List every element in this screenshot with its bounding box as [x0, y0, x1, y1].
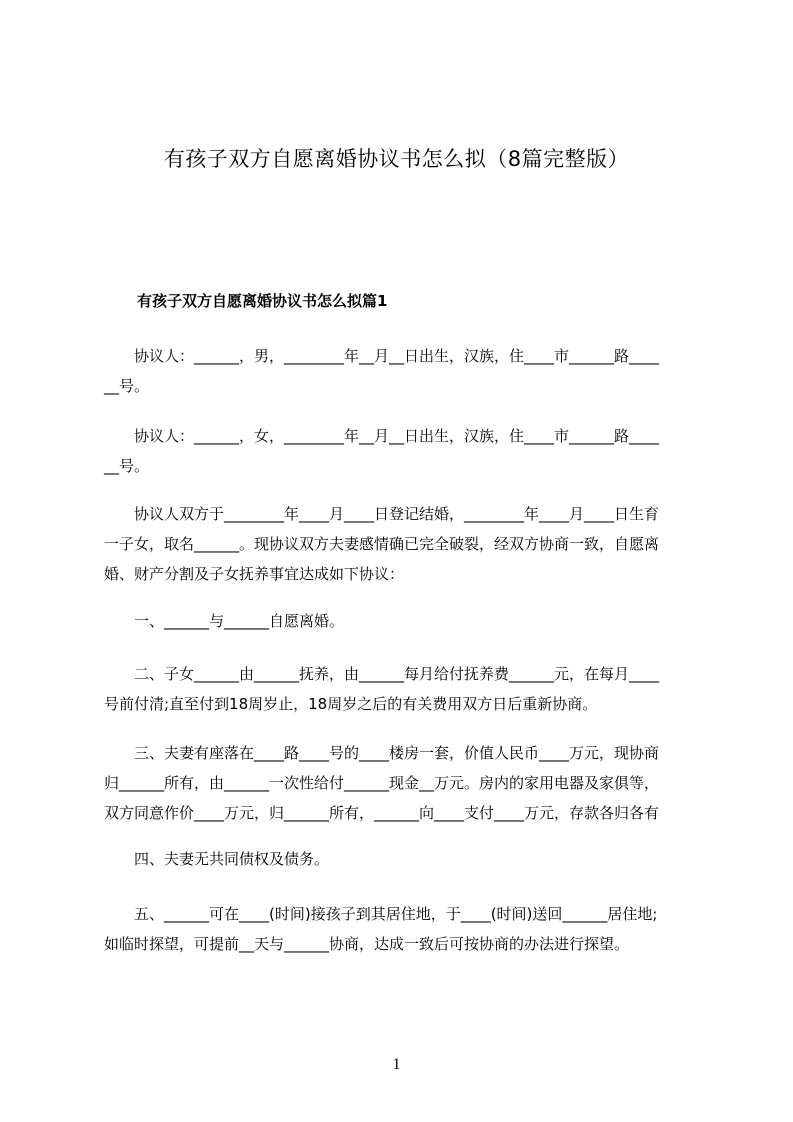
- document-title: 有孩子双方自愿离婚协议书怎么拟（8篇完整版）: [163, 147, 630, 171]
- paragraph-line: 协议人双方于________年____月____日登记结婚，________年____月____日生育: [104, 505, 660, 523]
- paragraph-clause-1: [104, 606, 704, 636]
- paragraph-clause-5: [104, 899, 704, 959]
- paragraph-line: 二、子女______由______抚养，由______每月给付抚养费______元，在每月____: [104, 665, 660, 683]
- paragraph-line: __号。: [104, 457, 150, 475]
- paragraph-line: __号。: [104, 377, 150, 395]
- paragraph-clause-3: [104, 738, 704, 828]
- paragraph-party-male: [104, 341, 704, 401]
- paragraph-line: 婚、财产分割及子女抚养事宜达成如下协议：: [104, 565, 405, 583]
- paragraph-party-female: [104, 421, 704, 481]
- paragraph-line: 双方同意作价____万元，归______所有，______向____支付____万元，存款各归各有: [104, 804, 660, 822]
- paragraph-line: 一子女，取名______。现协议双方夫妻感情确已完全破裂，经双方协商一致，自愿离: [104, 535, 660, 553]
- paragraph-line: 协议人：______，女，________年__月__日出生，汉族，住____市______路____: [104, 427, 660, 445]
- paragraph-line: 五、______可在____(时间)接孩子到其居住地，于____(时间)送回______居住地;: [104, 905, 658, 923]
- paragraph-line: 一、______与______自愿离婚。: [104, 612, 345, 630]
- page-number: 1: [392, 1056, 401, 1073]
- paragraph-clause-2: [104, 659, 704, 719]
- paragraph-line: 四、夫妻无共同债权及债务。: [104, 850, 330, 868]
- paragraph-line: 三、夫妻有座落在____路____号的____楼房一套，价值人民币____万元，现协商: [104, 744, 660, 762]
- paragraph-line: 归______所有，由______一次性给付______现金__万元。房内的家用电器及家俱等，: [104, 774, 660, 792]
- paragraph-marriage-info: [104, 499, 704, 589]
- paragraph-line: 协议人：______，男，________年__月__日出生，汉族，住____市______路____: [104, 347, 660, 365]
- paragraph-line: 号前付清;直至付到18周岁止，18周岁之后的有关费用双方日后重新协商。: [104, 695, 598, 713]
- paragraph-line: 如临时探望，可提前__天与______协商，达成一致后可按协商的办法进行探望。: [104, 935, 630, 953]
- paragraph-clause-4: [104, 844, 704, 874]
- section-title: 有孩子双方自愿离婚协议书怎么拟篇1: [137, 292, 388, 310]
